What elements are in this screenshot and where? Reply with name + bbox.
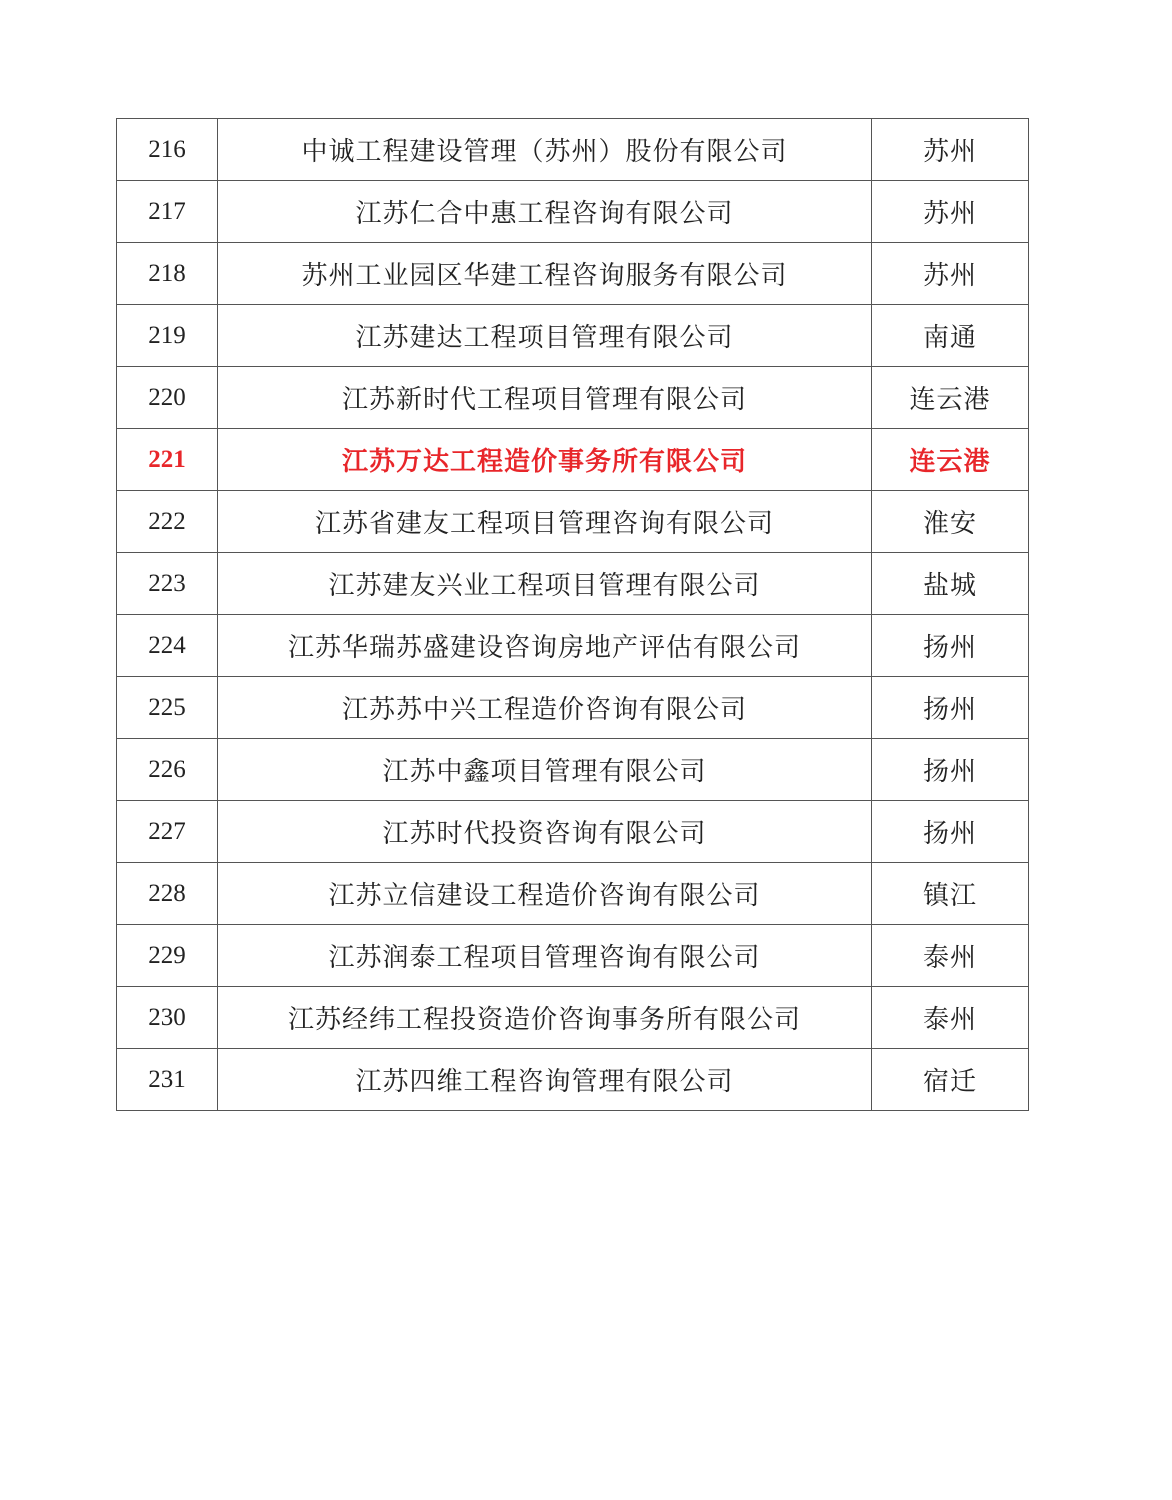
table-row [117, 119, 1029, 181]
table-row [117, 987, 1029, 1049]
table-row [117, 863, 1029, 925]
city-cell: 扬州 [872, 677, 1029, 739]
city-cell: 苏州 [872, 243, 1029, 305]
table-row [117, 181, 1029, 243]
row-number-cell: 219 [117, 305, 218, 367]
table-row [117, 553, 1029, 615]
row-number-cell: 225 [117, 677, 218, 739]
city-cell: 连云港 [872, 429, 1029, 491]
company-list-table [116, 118, 1029, 1111]
table-row [117, 243, 1029, 305]
table-row [117, 305, 1029, 367]
table-row [117, 801, 1029, 863]
city-cell: 扬州 [872, 739, 1029, 801]
company-name-cell: 江苏时代投资咨询有限公司 [218, 801, 872, 863]
company-name-cell: 江苏万达工程造价事务所有限公司 [218, 429, 872, 491]
row-number-cell: 224 [117, 615, 218, 677]
company-name-cell: 中诚工程建设管理（苏州）股份有限公司 [218, 119, 872, 181]
row-number-cell: 231 [117, 1049, 218, 1111]
city-cell: 南通 [872, 305, 1029, 367]
row-number-cell: 220 [117, 367, 218, 429]
city-cell: 镇江 [872, 863, 1029, 925]
row-number-cell: 227 [117, 801, 218, 863]
company-name-cell: 江苏润泰工程项目管理咨询有限公司 [218, 925, 872, 987]
city-cell: 扬州 [872, 615, 1029, 677]
city-cell: 盐城 [872, 553, 1029, 615]
company-name-cell: 江苏华瑞苏盛建设咨询房地产评估有限公司 [218, 615, 872, 677]
row-number-cell: 222 [117, 491, 218, 553]
table-row [117, 925, 1029, 987]
company-name-cell: 江苏经纬工程投资造价咨询事务所有限公司 [218, 987, 872, 1049]
row-number-cell: 217 [117, 181, 218, 243]
company-name-cell: 江苏新时代工程项目管理有限公司 [218, 367, 872, 429]
table-row [117, 429, 1029, 491]
company-name-cell: 江苏中鑫项目管理有限公司 [218, 739, 872, 801]
company-name-cell: 江苏仁合中惠工程咨询有限公司 [218, 181, 872, 243]
company-name-cell: 江苏建达工程项目管理有限公司 [218, 305, 872, 367]
city-cell: 泰州 [872, 987, 1029, 1049]
company-name-cell: 江苏立信建设工程造价咨询有限公司 [218, 863, 872, 925]
table-row [117, 491, 1029, 553]
row-number-cell: 221 [117, 429, 218, 491]
row-number-cell: 223 [117, 553, 218, 615]
row-number-cell: 216 [117, 119, 218, 181]
city-cell: 泰州 [872, 925, 1029, 987]
city-cell: 连云港 [872, 367, 1029, 429]
table-body [117, 119, 1029, 1111]
row-number-cell: 230 [117, 987, 218, 1049]
city-cell: 扬州 [872, 801, 1029, 863]
city-cell: 淮安 [872, 491, 1029, 553]
company-name-cell: 江苏四维工程咨询管理有限公司 [218, 1049, 872, 1111]
table-row [117, 739, 1029, 801]
row-number-cell: 218 [117, 243, 218, 305]
table-row [117, 1049, 1029, 1111]
company-name-cell: 苏州工业园区华建工程咨询服务有限公司 [218, 243, 872, 305]
company-name-cell: 江苏苏中兴工程造价咨询有限公司 [218, 677, 872, 739]
table-row [117, 615, 1029, 677]
company-name-cell: 江苏省建友工程项目管理咨询有限公司 [218, 491, 872, 553]
city-cell: 苏州 [872, 181, 1029, 243]
company-name-cell: 江苏建友兴业工程项目管理有限公司 [218, 553, 872, 615]
row-number-cell: 228 [117, 863, 218, 925]
table-row [117, 677, 1029, 739]
city-cell: 苏州 [872, 119, 1029, 181]
row-number-cell: 229 [117, 925, 218, 987]
row-number-cell: 226 [117, 739, 218, 801]
table-row [117, 367, 1029, 429]
city-cell: 宿迁 [872, 1049, 1029, 1111]
